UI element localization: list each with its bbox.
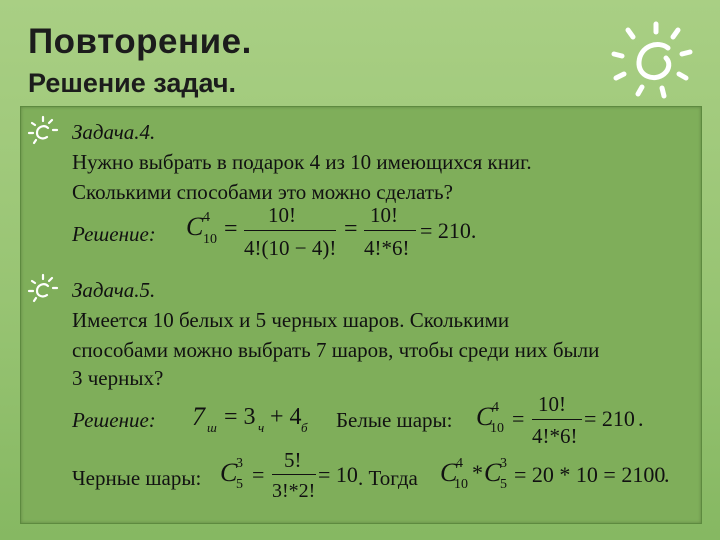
then-label: . Тогда [358,466,418,490]
task5-solution-label: Решение: [72,408,156,432]
combination-sup: 3 [500,456,507,471]
equals-sign: = [224,216,238,242]
combination-symbol: C [484,458,502,487]
multiply-sign: * [472,460,483,485]
sun-logo-icon [606,18,700,102]
fraction-bar [272,474,316,475]
combination-sup: 4 [203,210,210,225]
subscript-label: ш [207,420,217,435]
fraction1-numerator: 10! [268,203,296,227]
result-value: = 20 * 10 = 2100 [514,462,666,487]
combination-sup: 4 [456,456,463,471]
subscript-label: ч [258,420,265,435]
combination-sub: 5 [500,477,507,492]
combination-sub: 10 [203,232,217,247]
white-balls-label: Белые шары: [336,408,453,432]
black-balls-label: Черные шары: [72,466,202,490]
task4-heading: Задача.4. [72,120,156,144]
fraction-denominator: 4!*6! [532,424,578,448]
page-title: Повторение. [28,22,252,61]
fraction2-bar [364,230,416,231]
equals-sign: = [512,406,525,431]
result-value: = 10 [318,462,358,487]
page-subtitle: Решение задач. [28,68,237,98]
total-count: 7 [192,402,205,431]
task5-line1: Имеется 10 белых и 5 черных шаров. Сколькими [72,308,510,332]
period: . [664,462,670,487]
task5-line3: 3 черных? [72,366,164,390]
task4-solution-label: Решение: [72,222,156,246]
period: . [638,406,644,431]
task4-line2: Сколькими способами это можно сделать? [72,180,453,204]
bullet-sun-icon [26,114,60,148]
combination-sup: 4 [492,400,499,415]
fraction-bar [532,419,582,420]
equals-sign: = [252,462,265,487]
result-value: = 210. [420,218,477,243]
fraction-numerator: 10! [538,392,566,416]
fraction-denominator: 3!*2! [272,480,316,502]
equals-sign: = [344,216,358,242]
subscript-label: б [301,420,308,435]
bullet-sun-icon [26,272,60,306]
fraction-numerator: 5! [284,448,302,472]
task5-line2: способами можно выбрать 7 шаров, чтобы среди них были [72,338,600,362]
result-value: = 210 [584,406,635,431]
white-count: + 4 [270,404,302,430]
combination-sub: 10 [490,421,504,436]
black-count: = 3 [224,404,256,430]
combination-symbol: C [186,212,204,241]
fraction1-bar [244,230,336,231]
task4-line1: Нужно выбрать в подарок 4 из 10 имеющихся книг. [72,150,532,174]
combination-symbol: C [476,402,494,431]
task5-heading: Задача.5. [72,278,156,302]
combination-sup: 3 [236,456,243,471]
fraction1-denominator: 4!(10 − 4)! [244,236,337,260]
fraction2-numerator: 10! [370,203,398,227]
fraction2-denominator: 4!*6! [364,236,410,260]
combination-symbol: C [220,458,238,487]
combination-sub: 10 [454,477,468,492]
combination-sub: 5 [236,477,243,492]
combination-symbol: C [440,458,458,487]
